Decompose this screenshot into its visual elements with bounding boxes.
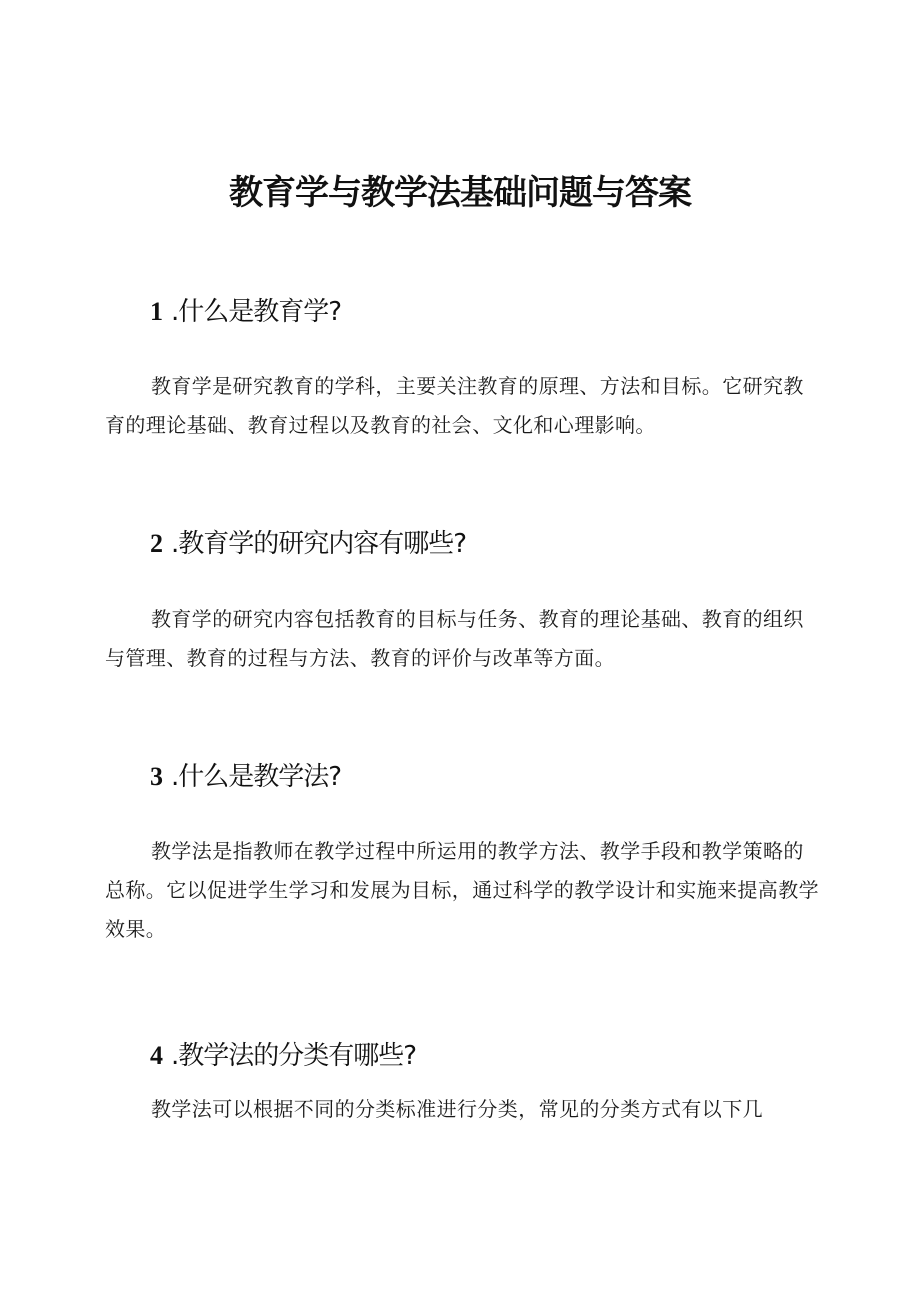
section-3-answer: 教学法是指教师在教学过程中所运用的教学方法、教学手段和教学策略的总称。它以促进学生学习和发展为目标，通过科学的教学设计和实施来提高教学效果。 bbox=[105, 839, 819, 941]
section-2-answer: 教育学的研究内容包括教育的目标与任务、教育的理论基础、教育的组织与管理、教育的过程与方法、教育的评价与改革等方面。 bbox=[105, 607, 804, 670]
section-3-heading bbox=[150, 759, 850, 795]
section-1-heading bbox=[150, 294, 850, 330]
section-2-question: .教育学的研究内容有哪些? bbox=[171, 529, 467, 559]
section-3-question: .什么是教学法? bbox=[171, 762, 342, 792]
section-2-number: 2 bbox=[150, 529, 163, 558]
section-2-heading bbox=[150, 526, 850, 562]
document-title: 教育学与教学法基础问题与答案 bbox=[229, 173, 691, 213]
section-4-question: .教学法的分类有哪些? bbox=[171, 1041, 417, 1071]
section-4-heading bbox=[150, 1038, 850, 1074]
section-4-answer: 教学法可以根据不同的分类标准进行分类，常见的分类方式有以下几 bbox=[151, 1097, 763, 1121]
section-4-number: 4 bbox=[150, 1041, 163, 1070]
section-1-answer: 教育学是研究教育的学科，主要关注教育的原理、方法和目标。它研究教育的理论基础、教育过程以及教育的社会、文化和心理影响。 bbox=[105, 374, 804, 437]
section-1-number: 1 bbox=[150, 297, 163, 326]
section-1-question: .什么是教育学? bbox=[171, 297, 342, 327]
section-3-number: 3 bbox=[150, 762, 163, 791]
